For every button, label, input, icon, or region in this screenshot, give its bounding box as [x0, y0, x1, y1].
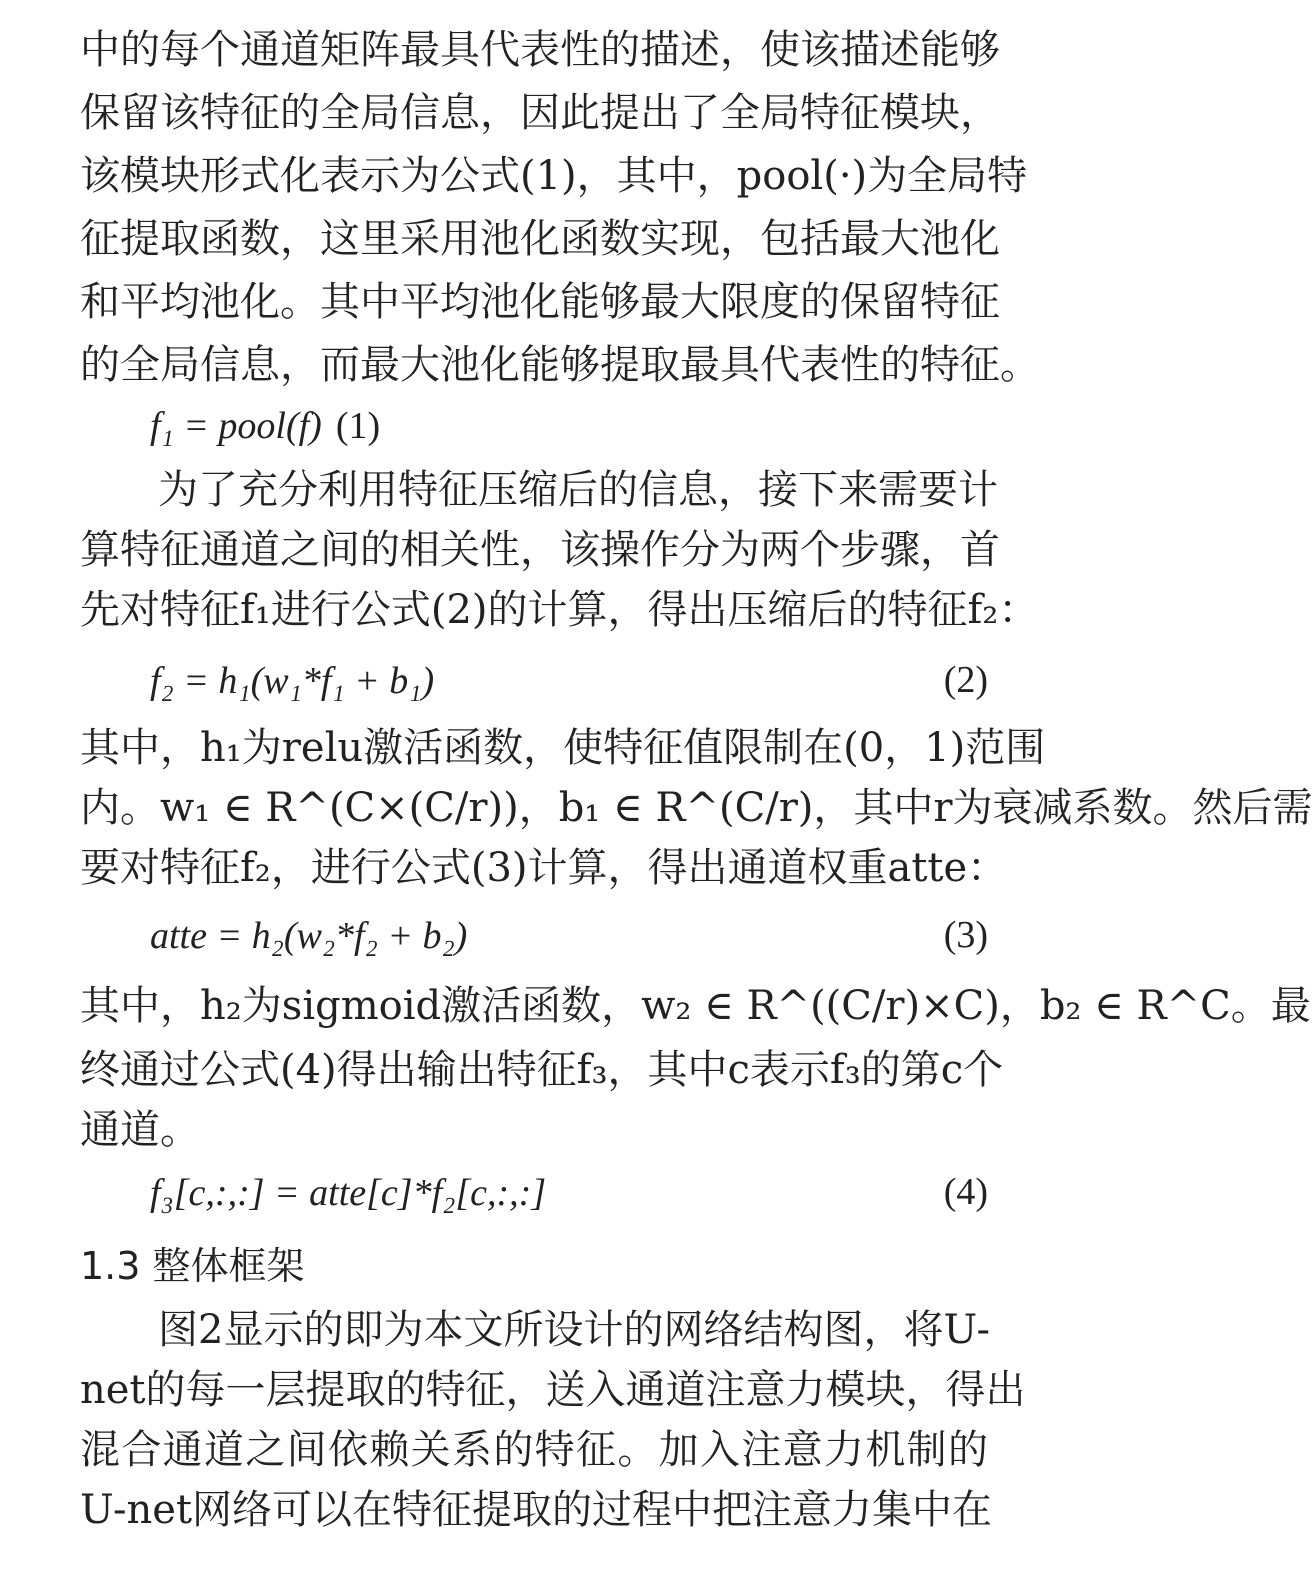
equation-number: (4) — [943, 1171, 988, 1213]
text-line: 通道。 — [80, 1107, 200, 1153]
text-line: 的全局信息，而最大池化能够提取最具代表性的特征。 — [80, 342, 1040, 388]
equation-4 — [150, 1162, 988, 1222]
equation-expression: f₃[c,:,:] = atte[c]*f₂[c,:,:] — [150, 1172, 547, 1214]
text-line: 算特征通道之间的相关性，该操作分为两个步骤，首 — [80, 527, 1000, 573]
text-line: 内。w₁ ∈ R^(C×(C/r))，b₁ ∈ R^(C/r)，其中r为衰减系数。然后需 — [80, 785, 1313, 831]
text-line: 要对特征f₂，进行公式(3)计算，得出通道权重atte： — [80, 845, 1008, 891]
section-heading: 1.3 整体框架 — [80, 1244, 305, 1288]
text-line: 混合通道之间依赖关系的特征。加入注意力机制的 — [80, 1427, 988, 1473]
equation-3 — [150, 905, 988, 965]
text-line: net的每一层提取的特征，送入通道注意力模块，得出 — [80, 1367, 1026, 1413]
text-line: 中的每个通道矩阵最具代表性的描述，使该描述能够 — [80, 27, 1000, 73]
equation-number: (1) — [335, 405, 381, 447]
equation-2 — [150, 650, 988, 710]
text-line: 和平均池化。其中平均池化能够最大限度的保留特征 — [80, 279, 1000, 325]
text-line: 为了充分利用特征压缩后的信息，接下来需要计 — [158, 467, 998, 513]
equation-expression: f₂ = h₁(w₁*f₁ + b₁) — [150, 660, 435, 702]
text-line: 征提取函数，这里采用池化函数实现，包括最大池化 — [80, 216, 1000, 262]
text-line: U-net网络可以在特征提取的过程中把注意力集中在 — [80, 1487, 993, 1533]
text-line: 其中，h₁为relu激活函数，使特征值限制在(0，1)范围 — [80, 725, 1046, 771]
text-line: 终通过公式(4)得出输出特征f₃，其中c表示f₃的第c个 — [80, 1047, 1004, 1093]
equation-number: (3) — [943, 914, 988, 956]
text-line: 保留该特征的全局信息，因此提出了全局特征模块， — [80, 90, 1000, 136]
equation-expression: f₁ = pool(f) — [150, 405, 322, 447]
text-line: 其中，h₂为sigmoid激活函数，w₂ ∈ R^((C/r)×C)，b₂ ∈ R^C。最 — [80, 983, 1311, 1029]
text-line: 先对特征f₁进行公式(2)的计算，得出压缩后的特征f₂： — [80, 587, 1039, 633]
equation-expression: atte = h₂(w₂*f₂ + b₂) — [150, 915, 468, 957]
equation-number: (2) — [943, 659, 988, 701]
text-line: 图2显示的即为本文所设计的网络结构图，将U- — [158, 1307, 990, 1353]
equation-1 — [150, 395, 988, 455]
text-line: 该模块形式化表示为公式(1)，其中，pool(·)为全局特 — [80, 153, 1028, 199]
